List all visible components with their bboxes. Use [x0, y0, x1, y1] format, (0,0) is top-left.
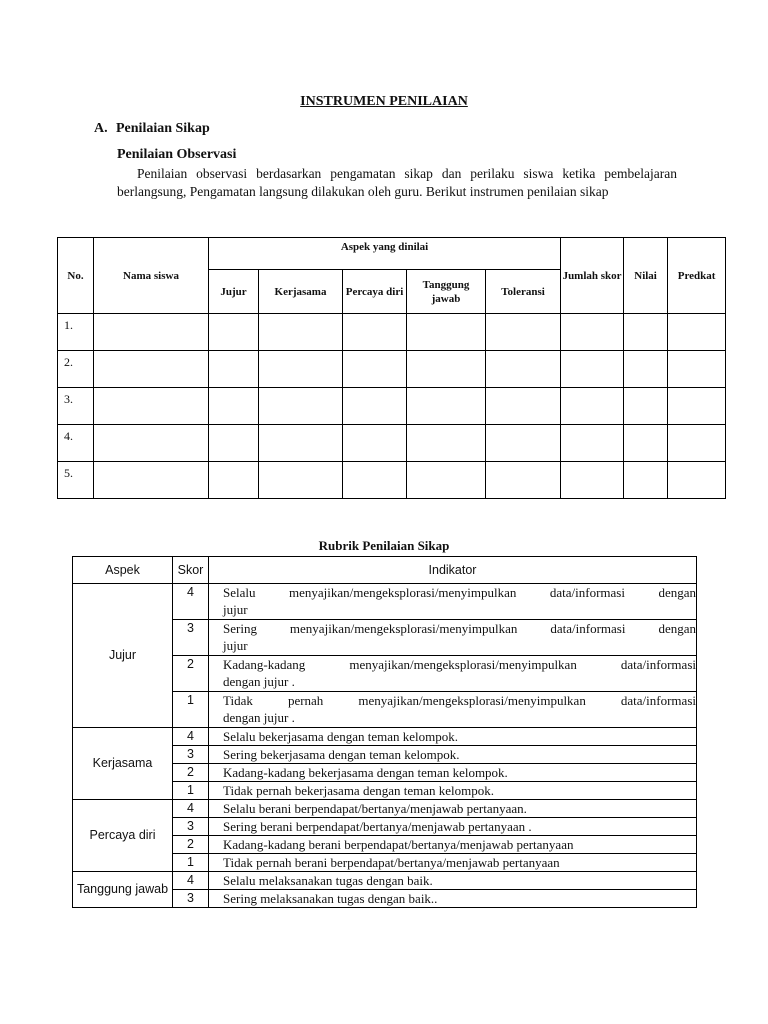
- rubric-indikator: [209, 728, 697, 746]
- row-number: 5.: [58, 462, 94, 499]
- empty-score-cell[interactable]: [259, 351, 343, 388]
- header-nama-siswa: Nama siswa: [94, 238, 209, 314]
- rubric-aspek: Kerjasama: [73, 728, 173, 800]
- rubric-row: [73, 800, 697, 818]
- table-row: [58, 351, 726, 388]
- rubric-header-skor: Skor: [173, 557, 209, 584]
- intro-paragraph: Penilaian observasi berdasarkan pengamatan sikap dan perilaku siswa ketika pembelajaran berlangsung, Pengamatan langsung dilakukan oleh guru. Berikut instrumen penilaian sikap: [117, 166, 677, 199]
- indikator-text-continued: dengan jujur .: [223, 674, 295, 689]
- empty-score-cell[interactable]: [407, 425, 486, 462]
- header-tanggung-jawab: Tanggung jawab: [407, 270, 486, 314]
- header-kerjasama: Kerjasama: [259, 270, 343, 314]
- empty-score-cell[interactable]: [668, 388, 726, 425]
- indikator-text: Sering berani berpendapat/bertanya/menjawab pertanyaan .: [223, 819, 532, 834]
- empty-score-cell[interactable]: [624, 351, 668, 388]
- rubric-row: [73, 728, 697, 746]
- indikator-text: Selalu berani berpendapat/bertanya/menjawab pertanyaan.: [223, 801, 527, 816]
- table-row: [58, 462, 726, 499]
- table-row: [58, 425, 726, 462]
- table-row: [58, 314, 726, 351]
- rubric-header-aspek: Aspek: [73, 557, 173, 584]
- empty-score-cell[interactable]: [486, 351, 561, 388]
- assessment-table: [57, 237, 726, 499]
- rubric-aspek: Percaya diri: [73, 800, 173, 872]
- empty-score-cell[interactable]: [486, 462, 561, 499]
- section-title: Penilaian Sikap: [116, 121, 210, 136]
- indikator-text: Selalu bekerjasama dengan teman kelompok.: [223, 729, 459, 744]
- empty-score-cell[interactable]: [407, 462, 486, 499]
- rubric-skor: 3: [173, 620, 209, 656]
- indikator-text: Kadang-kadang menyajikan/mengeksplorasi/menyimpulkan data/informasi: [223, 657, 696, 672]
- rubric-skor: 1: [173, 692, 209, 728]
- rubric-table: [72, 556, 697, 908]
- empty-score-cell[interactable]: [94, 425, 209, 462]
- header-jumlah-skor: Jumlah skor: [561, 238, 624, 314]
- rubric-skor: 2: [173, 656, 209, 692]
- indikator-text-continued: jujur: [223, 602, 248, 617]
- rubric-skor: 3: [173, 890, 209, 908]
- rubric-skor: 3: [173, 746, 209, 764]
- empty-score-cell[interactable]: [209, 425, 259, 462]
- empty-score-cell[interactable]: [624, 388, 668, 425]
- rubric-header-indikator: Indikator: [209, 557, 697, 584]
- rubric-skor: 4: [173, 800, 209, 818]
- empty-score-cell[interactable]: [259, 314, 343, 351]
- indikator-text: Kadang-kadang bekerjasama dengan teman kelompok.: [223, 765, 508, 780]
- indikator-text: Sering menyajikan/mengeksplorasi/menyimpulkan data/informasi dengan: [223, 621, 696, 636]
- row-number: 1.: [58, 314, 94, 351]
- empty-score-cell[interactable]: [209, 314, 259, 351]
- empty-score-cell[interactable]: [407, 314, 486, 351]
- indikator-text: Tidak pernah bekerjasama dengan teman kelompok.: [223, 783, 494, 798]
- rubric-aspek: Tanggung jawab: [73, 872, 173, 908]
- rubric-indikator: [209, 872, 697, 890]
- empty-score-cell[interactable]: [668, 351, 726, 388]
- rubric-skor: 4: [173, 728, 209, 746]
- rubric-indikator: [209, 800, 697, 818]
- empty-score-cell[interactable]: [624, 314, 668, 351]
- indikator-text: Kadang-kadang berani berpendapat/bertanya/menjawab pertanyaan: [223, 837, 574, 852]
- empty-score-cell[interactable]: [94, 388, 209, 425]
- rubric-skor: 3: [173, 818, 209, 836]
- empty-score-cell[interactable]: [343, 351, 407, 388]
- rubric-indikator: [209, 656, 697, 692]
- empty-score-cell[interactable]: [259, 425, 343, 462]
- rubric-indikator: [209, 782, 697, 800]
- header-percaya-diri: Percaya diri: [343, 270, 407, 314]
- section-heading: [94, 121, 210, 137]
- row-number: 2.: [58, 351, 94, 388]
- empty-score-cell[interactable]: [624, 462, 668, 499]
- rubric-row: [73, 584, 697, 620]
- empty-score-cell[interactable]: [407, 388, 486, 425]
- rubric-indikator: [209, 836, 697, 854]
- empty-score-cell[interactable]: [94, 351, 209, 388]
- empty-score-cell[interactable]: [561, 388, 624, 425]
- empty-score-cell[interactable]: [259, 462, 343, 499]
- rubric-skor: 2: [173, 764, 209, 782]
- indikator-text-continued: jujur: [223, 638, 248, 653]
- empty-score-cell[interactable]: [259, 388, 343, 425]
- header-nilai: Nilai: [624, 238, 668, 314]
- empty-score-cell[interactable]: [561, 425, 624, 462]
- empty-score-cell[interactable]: [668, 314, 726, 351]
- header-aspek-dinilai: Aspek yang dinilai: [209, 238, 561, 270]
- subheading: Penilaian Observasi: [117, 147, 237, 162]
- rubric-indikator: [209, 692, 697, 728]
- empty-score-cell[interactable]: [668, 462, 726, 499]
- indikator-text: Tidak pernah menyajikan/mengeksplorasi/menyimpulkan data/informasi: [223, 693, 696, 708]
- empty-score-cell[interactable]: [209, 351, 259, 388]
- empty-score-cell[interactable]: [668, 425, 726, 462]
- empty-score-cell[interactable]: [561, 462, 624, 499]
- rubric-skor: 2: [173, 836, 209, 854]
- rubric-indikator: [209, 746, 697, 764]
- rubric-indikator: [209, 764, 697, 782]
- empty-score-cell[interactable]: [343, 388, 407, 425]
- rubric-skor: 4: [173, 584, 209, 620]
- indikator-text: Sering melaksanakan tugas dengan baik..: [223, 891, 438, 906]
- indikator-text: Sering bekerjasama dengan teman kelompok.: [223, 747, 460, 762]
- empty-score-cell[interactable]: [561, 351, 624, 388]
- rubric-indikator: [209, 890, 697, 908]
- indikator-text: Selalu melaksanakan tugas dengan baik.: [223, 873, 433, 888]
- rubric-indikator: [209, 854, 697, 872]
- rubric-skor: 1: [173, 782, 209, 800]
- table-row: [58, 388, 726, 425]
- rubric-indikator: [209, 584, 697, 620]
- empty-score-cell[interactable]: [343, 462, 407, 499]
- empty-score-cell[interactable]: [343, 425, 407, 462]
- empty-score-cell[interactable]: [209, 388, 259, 425]
- header-jujur: Jujur: [209, 270, 259, 314]
- header-predikat: Predkat: [668, 238, 726, 314]
- empty-score-cell[interactable]: [561, 314, 624, 351]
- indikator-text: Selalu menyajikan/mengeksplorasi/menyimpulkan data/informasi dengan: [223, 585, 696, 600]
- empty-score-cell[interactable]: [343, 314, 407, 351]
- empty-score-cell[interactable]: [407, 351, 486, 388]
- indikator-text-continued: dengan jujur .: [223, 710, 295, 725]
- empty-score-cell[interactable]: [486, 425, 561, 462]
- rubric-title: Rubrik Penilaian Sikap: [318, 538, 450, 553]
- rubric-skor: 4: [173, 872, 209, 890]
- header-no: No.: [58, 238, 94, 314]
- document-title: INSTRUMEN PENILAIAN: [300, 94, 468, 109]
- rubric-indikator: [209, 620, 697, 656]
- rubric-indikator: [209, 818, 697, 836]
- row-number: 4.: [58, 425, 94, 462]
- section-number: A.: [94, 121, 108, 136]
- empty-score-cell[interactable]: [209, 462, 259, 499]
- indikator-text: Tidak pernah berani berpendapat/bertanya/menjawab pertanyaan: [223, 855, 560, 870]
- rubric-row: [73, 872, 697, 890]
- empty-score-cell[interactable]: [94, 314, 209, 351]
- empty-score-cell[interactable]: [94, 462, 209, 499]
- empty-score-cell[interactable]: [624, 425, 668, 462]
- rubric-skor: 1: [173, 854, 209, 872]
- row-number: 3.: [58, 388, 94, 425]
- header-toleransi: Toleransi: [486, 270, 561, 314]
- rubric-aspek: Jujur: [73, 584, 173, 728]
- empty-score-cell[interactable]: [486, 314, 561, 351]
- empty-score-cell[interactable]: [486, 388, 561, 425]
